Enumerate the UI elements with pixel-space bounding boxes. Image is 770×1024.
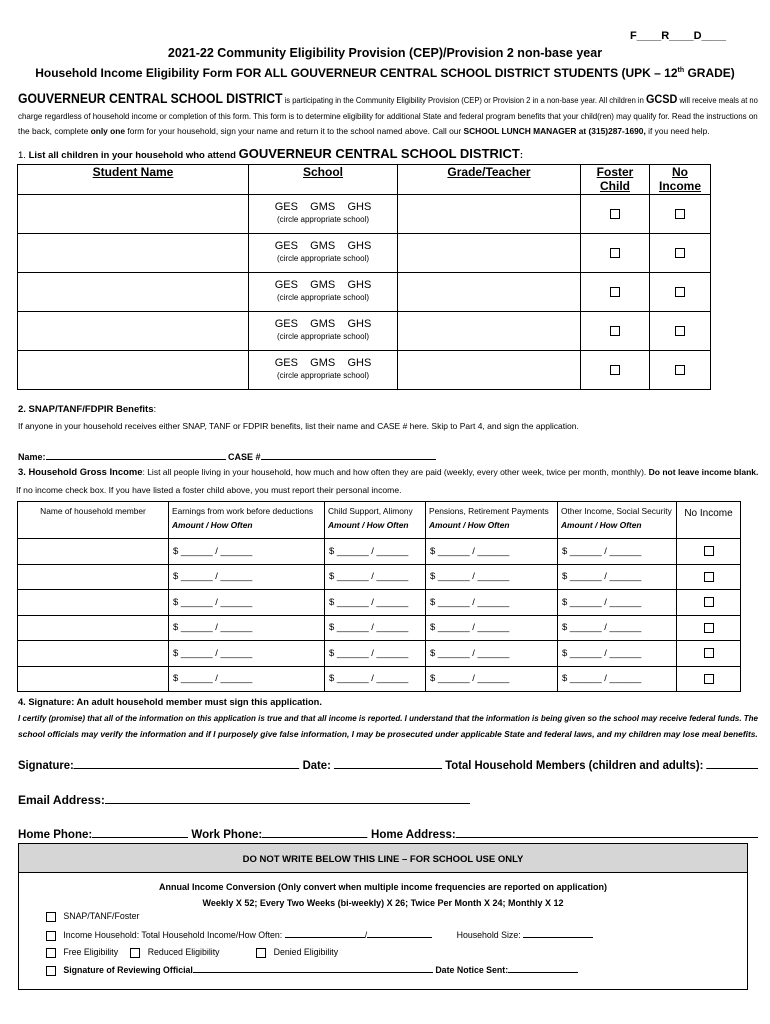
no-income-checkbox[interactable] — [675, 287, 685, 297]
other-income-cell[interactable]: $ ______ / ______ — [558, 666, 677, 692]
no-income-checkbox[interactable] — [704, 546, 714, 556]
school-cell[interactable] — [249, 312, 398, 351]
snap-name-field[interactable] — [46, 459, 226, 460]
child-row — [18, 273, 711, 312]
school-cell[interactable] — [249, 195, 398, 234]
email-row: Email Address: — [18, 793, 470, 807]
form-subtitle: Household Income Eligibility Form FOR ALL GOUVERNEUR CENTRAL SCHOOL DISTRICT STUDENTS (UPK – 12th GRADE) — [35, 66, 735, 80]
opt-snap: SNAP/TANF/Foster — [46, 911, 139, 922]
child-support-cell[interactable]: $ ______ / ______ — [325, 615, 426, 641]
pensions-cell[interactable]: $ ______ / ______ — [426, 539, 558, 565]
foster-child-checkbox[interactable] — [610, 365, 620, 375]
grade-teacher-cell[interactable] — [398, 195, 581, 234]
no-income-checkbox[interactable] — [704, 623, 714, 633]
part4-title: 4. Signature: An adult household member must sign this application. — [18, 697, 322, 707]
school-use-banner: DO NOT WRITE BELOW THIS LINE – FOR SCHOOL USE ONLY — [18, 843, 748, 873]
no-income-checkbox[interactable] — [675, 326, 685, 336]
no-income-checkbox[interactable] — [675, 365, 685, 375]
part3-text: If no income check box. If you have listed a foster child above, you must report their personal income. — [16, 485, 402, 495]
circle-note: (circle appropriate school) — [276, 332, 370, 341]
part3-title: 3. Household Gross Income: List all people living in your household, how much and how often they are paid (weekly, every other week, twice per month, monthly). Do not leave income blank. — [18, 467, 759, 478]
member-name-cell[interactable] — [18, 666, 169, 692]
grade-teacher-cell[interactable] — [398, 273, 581, 312]
col-school: School — [249, 165, 398, 195]
part2-text: If anyone in your household receives either SNAP, TANF or FDPIR benefits, list their name and CASE # here. Skip to Part 4, and sign the application. — [18, 421, 579, 431]
other-income-cell[interactable]: $ ______ / ______ — [558, 539, 677, 565]
signature-row: Signature: Date: Total Household Members (children and adults): — [18, 758, 758, 772]
no-income-checkbox[interactable] — [704, 597, 714, 607]
reduced-checkbox[interactable] — [130, 948, 140, 958]
member-name-cell[interactable] — [18, 615, 169, 641]
no-income-checkbox[interactable] — [675, 209, 685, 219]
student-name-cell[interactable] — [18, 273, 249, 312]
child-support-cell[interactable]: $ ______ / ______ — [325, 666, 426, 692]
income-row — [18, 539, 741, 565]
school-cell[interactable] — [249, 273, 398, 312]
children-table — [17, 164, 711, 390]
school-options: GES GMS GHS — [274, 318, 372, 330]
student-name-cell[interactable] — [18, 195, 249, 234]
col-grade-teacher: Grade/Teacher — [398, 165, 581, 195]
income-frequency-field[interactable] — [367, 937, 432, 938]
denied-checkbox[interactable] — [256, 948, 266, 958]
signature-field[interactable] — [74, 768, 300, 769]
col-pensions: Pensions, Retirement Payments Amount / How Often — [426, 502, 558, 539]
col-other-income: Other Income, Social Security Amount / How Often — [558, 502, 677, 539]
child-support-cell[interactable]: $ ______ / ______ — [325, 641, 426, 667]
income-row — [18, 615, 741, 641]
no-income-checkbox[interactable] — [675, 248, 685, 258]
student-name-cell[interactable] — [18, 234, 249, 273]
other-income-cell[interactable]: $ ______ / ______ — [558, 564, 677, 590]
conversion-title: Annual Income Conversion (Only convert when multiple income frequencies are reported on application) — [158, 882, 608, 892]
intro-text: GOUVERNEUR CENTRAL SCHOOL DISTRICT is participating in the Community Eligibility Provision (CEP) or Provision 2 in a non-base year. All children in GCSD will receive meals at no charge regardless of household income or completion of this form. This form is to determine eligibility for additional State and federal program benefits that your child(ren) may qualify for. Read the instructions on the back, complete only one form for your household, sign your name and return it to the school named above. Call our SCHOOL LUNCH MANAGER at (315)287-1690, if you need help. — [18, 91, 758, 136]
col-earnings: Earnings from work before deductions Amount / How Often — [169, 502, 325, 539]
home-address-field[interactable] — [456, 837, 758, 838]
grade-teacher-cell[interactable] — [398, 351, 581, 390]
earnings-cell[interactable]: $ ______ / ______ — [169, 641, 325, 667]
other-income-cell[interactable]: $ ______ / ______ — [558, 615, 677, 641]
part2-title: 2. SNAP/TANF/FDPIR Benefits: — [18, 404, 157, 415]
other-income-cell[interactable]: $ ______ / ______ — [558, 590, 677, 616]
certify-line1: I certify (promise) that all of the information on this application is true and that all income is reported. I understand that the information is being given so the school may receive federal funds. The — [18, 713, 759, 723]
student-name-cell[interactable] — [18, 312, 249, 351]
earnings-cell[interactable]: $ ______ / ______ — [169, 564, 325, 590]
pensions-cell[interactable]: $ ______ / ______ — [426, 666, 558, 692]
circle-note: (circle appropriate school) — [276, 371, 370, 380]
school-options: GES GMS GHS — [274, 201, 372, 213]
grade-teacher-cell[interactable] — [398, 312, 581, 351]
no-income-checkbox[interactable] — [704, 648, 714, 658]
col-no-income: No Income — [650, 165, 711, 195]
no-income-checkbox[interactable] — [704, 674, 714, 684]
income-row — [18, 564, 741, 590]
snap-checkbox[interactable] — [46, 912, 56, 922]
pensions-cell[interactable]: $ ______ / ______ — [426, 590, 558, 616]
col-child-support: Child Support, Alimony Amount / How Often — [325, 502, 426, 539]
school-cell[interactable] — [249, 351, 398, 390]
reviewer-signature-field[interactable] — [193, 972, 433, 973]
opt-eligibility: Free Eligibility Reduced Eligibility Denied Eligibility — [46, 947, 338, 958]
phone-row: Home Phone: Work Phone: Home Address: — [18, 827, 758, 841]
certify-line2: school officials may verify the information and if I purposely give false information, I may be prosecuted under applicable State and federal laws, and my children may lose meal benefits. — [18, 729, 758, 739]
email-field[interactable] — [105, 803, 470, 804]
income-row — [18, 666, 741, 692]
child-support-cell[interactable]: $ ______ / ______ — [325, 539, 426, 565]
work-phone-field[interactable] — [262, 837, 368, 838]
child-row — [18, 234, 711, 273]
reviewer-checkbox[interactable] — [46, 966, 56, 976]
col-foster-child: Foster Child — [581, 165, 650, 195]
pensions-cell[interactable]: $ ______ / ______ — [426, 615, 558, 641]
circle-note: (circle appropriate school) — [276, 293, 370, 302]
home-phone-field[interactable] — [92, 837, 188, 838]
total-members-field[interactable] — [706, 768, 758, 769]
opt-reviewer: Signature of Reviewing Official Date Notice Sent: — [46, 965, 578, 976]
no-income-checkbox[interactable] — [704, 572, 714, 582]
circle-note: (circle appropriate school) — [276, 254, 370, 263]
income-row — [18, 590, 741, 616]
member-name-cell[interactable] — [18, 564, 169, 590]
col-member-name: Name of household member — [18, 502, 169, 539]
income-table — [17, 501, 741, 692]
col-student-name: Student Name — [18, 165, 249, 195]
opt-income: Income Household: Total Household Income/How Often: / Household Size: — [46, 930, 593, 941]
school-options: GES GMS GHS — [274, 357, 372, 369]
foster-child-checkbox[interactable] — [610, 248, 620, 258]
conversion-rates: Weekly X 52; Every Two Weeks (bi-weekly) X 26; Twice Per Month X 24; Monthly X 12 — [202, 898, 564, 908]
foster-child-checkbox[interactable] — [610, 326, 620, 336]
school-options: GES GMS GHS — [274, 240, 372, 252]
pensions-cell[interactable]: $ ______ / ______ — [426, 641, 558, 667]
part1-label: 1. List all children in your household who attend GOUVERNEUR CENTRAL SCHOOL DISTRICT: — [18, 146, 524, 161]
date-field[interactable] — [334, 768, 442, 769]
foster-child-checkbox[interactable] — [610, 209, 620, 219]
grade-teacher-cell[interactable] — [398, 234, 581, 273]
circle-note: (circle appropriate school) — [276, 215, 370, 224]
member-name-cell[interactable] — [18, 590, 169, 616]
form-code: F____R____D____ — [630, 30, 727, 42]
school-options: GES GMS GHS — [274, 279, 372, 291]
col-no-income-3: No Income — [677, 502, 741, 539]
child-row — [18, 312, 711, 351]
free-checkbox[interactable] — [46, 948, 56, 958]
total-income-field[interactable] — [285, 937, 365, 938]
income-row — [18, 641, 741, 667]
snap-line: Name: CASE # — [18, 452, 436, 462]
household-size-field[interactable] — [523, 937, 593, 938]
child-row — [18, 351, 711, 390]
foster-child-checkbox[interactable] — [610, 287, 620, 297]
earnings-cell[interactable]: $ ______ / ______ — [169, 539, 325, 565]
snap-case-field[interactable] — [261, 459, 436, 460]
child-support-cell[interactable]: $ ______ / ______ — [325, 564, 426, 590]
child-support-cell[interactable]: $ ______ / ______ — [325, 590, 426, 616]
school-cell[interactable] — [249, 234, 398, 273]
member-name-cell[interactable] — [18, 641, 169, 667]
earnings-cell[interactable]: $ ______ / ______ — [169, 666, 325, 692]
child-row — [18, 195, 711, 234]
pensions-cell[interactable]: $ ______ / ______ — [426, 564, 558, 590]
student-name-cell[interactable] — [18, 351, 249, 390]
income-household-checkbox[interactable] — [46, 931, 56, 941]
other-income-cell[interactable]: $ ______ / ______ — [558, 641, 677, 667]
member-name-cell[interactable] — [18, 539, 169, 565]
form-title: 2021-22 Community Eligibility Provision (CEP)/Provision 2 non-base year — [167, 46, 603, 60]
date-notice-field[interactable] — [508, 972, 578, 973]
earnings-cell[interactable]: $ ______ / ______ — [169, 615, 325, 641]
earnings-cell[interactable]: $ ______ / ______ — [169, 590, 325, 616]
